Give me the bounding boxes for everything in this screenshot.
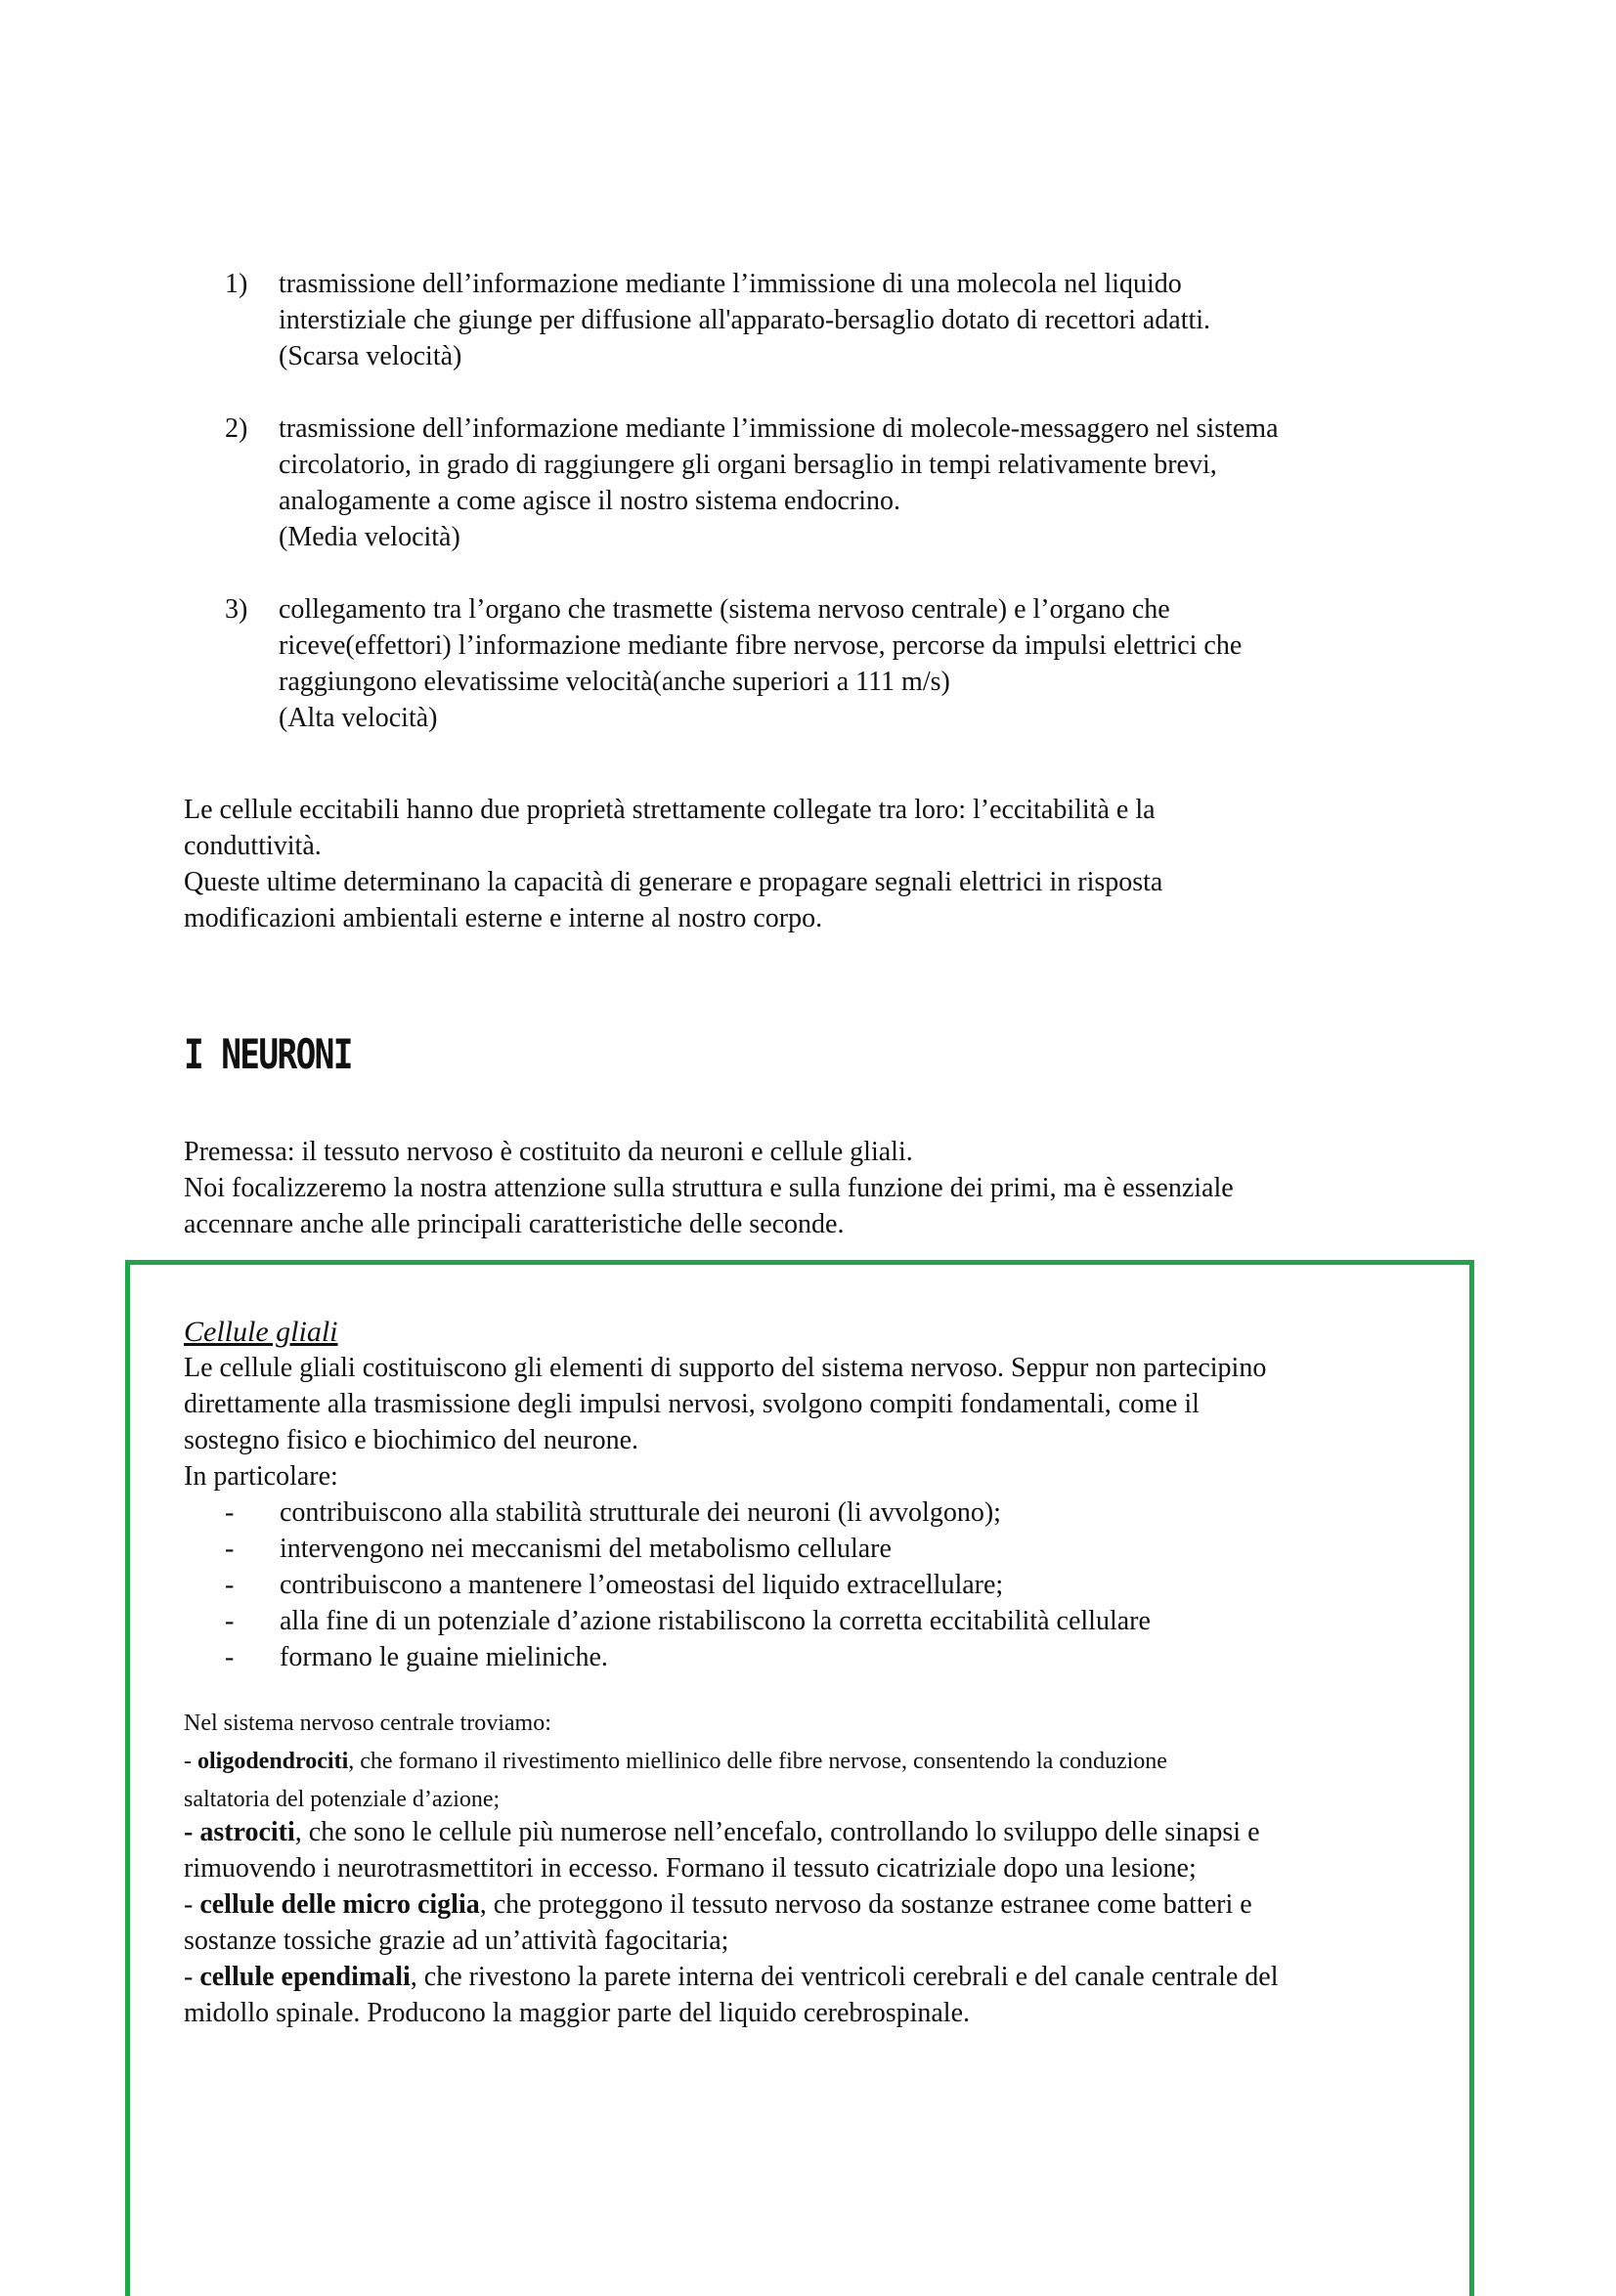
entry-text: , che rivestono la parete interna dei ventricoli cerebrali e del canale centrale del [410,1962,1279,1992]
entry-term: cellule ependimali [199,1962,411,1992]
bullet-item [225,1567,1151,1603]
bullet-text: formano le guaine mieliniche. [280,1642,608,1672]
list-line: analogamente a come agisce il nostro sistema endocrino. [279,486,901,516]
entry-line [184,1923,1474,1959]
paragraph-line: Le cellule eccitabili hanno due proprietà strettamente collegate tra loro: l’eccitabilità e la [184,795,1156,825]
list-line: (Scarsa velocità) [279,341,462,371]
list-line: collegamento tra l’organo che trasmette (sistema nervoso centrale) e l’organo che [279,594,1170,625]
bullet-marker: - [225,1606,235,1636]
list-item [225,591,1447,736]
paragraph-line: Nel sistema nervoso centrale troviamo: [184,1711,551,1736]
entry-line [184,1995,1474,2031]
section-heading: I NEURONI [184,1030,352,1078]
microglia-entry [184,1886,1474,1959]
list-line: (Alta velocità) [279,703,438,733]
bullet-text: alla fine di un potenziale d’azione ristabiliscono la corretta eccitabilità cellulare [280,1606,1151,1636]
paragraph-line: Noi focalizzeremo la nostra attenzione sulla struttura e sulla funzione dei primi, ma è essenziale [184,1173,1234,1203]
list-number: 1) [225,269,248,299]
paragraph-line: direttamente alla trasmissione degli impulsi nervosi, svolgono compiti fondamentali, come il [184,1389,1200,1419]
entry-line [184,1850,1474,1886]
list-number: 2) [225,413,248,444]
entry-line [184,1742,1474,1780]
bullet-text: intervengono nei meccanismi del metabolismo cellulare [280,1534,892,1564]
paragraph-line: Premessa: il tessuto nervoso è costituito da neuroni e cellule gliali. [184,1137,913,1167]
entry-line [184,1886,1474,1923]
bullet-marker: - [225,1497,235,1528]
entry-text: sostanze tossiche grazie ad un’attività fagocitaria; [184,1926,729,1956]
list-item [225,266,1447,374]
list-line: (Media velocità) [279,522,460,552]
paragraph-line: Le cellule gliali costituiscono gli elementi di supporto del sistema nervoso. Seppur non partecipino [184,1353,1267,1383]
entry-line [184,1959,1474,1995]
astrocytes-entry [184,1814,1474,1886]
paragraph-line: Queste ultime determinano la capacità di generare e propagare segnali elettrici in risposta [184,867,1163,897]
ependymal-entry [184,1959,1474,2031]
glial-intro [184,1350,1474,1495]
entry-text: , che proteggono il tessuto nervoso da sostanze estranee come batteri e [479,1889,1252,1920]
bullet-text: contribuiscono a mantenere l’omeostasi del liquido extracellulare; [280,1570,1004,1600]
entry-text: midollo spinale. Producono la maggior parte del liquido cerebrospinale. [184,1998,971,2028]
bullet-marker: - [225,1534,235,1564]
entry-prefix: - [184,1749,197,1774]
entry-prefix: - [184,1962,200,1992]
list-line: trasmissione dell’informazione mediante l’immissione di una molecola nel liquido [279,269,1182,299]
bullet-item [225,1531,1151,1567]
paragraph-line: accennare anche alle principali caratteristiche delle seconde. [184,1209,845,1239]
bullet-text: contribuiscono alla stabilità strutturale dei neuroni (li avvolgono); [280,1497,1001,1528]
entry-prefix: - [184,1889,200,1920]
list-line: circolatorio, in grado di raggiungere gli organi bersaglio in tempi relativamente brevi, [279,450,1217,480]
entry-line [184,1814,1474,1850]
entry-term: - astrociti [184,1817,295,1847]
cns-intro [184,1706,1474,1742]
paragraph-line: In particolare: [184,1461,338,1492]
paragraph-line: sostegno fisico e biochimico del neurone. [184,1425,638,1455]
bullet-item [225,1495,1151,1531]
list-line: trasmissione dell’informazione mediante l’immissione di molecole-messaggero nel sistema [279,413,1279,444]
list-line: raggiungono elevatissime velocità(anche superiori a 111 m/s) [279,667,950,697]
bullet-marker: - [225,1642,235,1672]
premise-paragraph [184,1134,1484,1242]
bullet-item [225,1603,1151,1639]
entry-text: , che sono le cellule più numerose nell’encefalo, controllando lo sviluppo delle sinapsi e [294,1817,1260,1847]
entry-term: oligodendrociti [197,1749,349,1774]
bullet-item [225,1639,1151,1675]
list-line: riceve(effettori) l’informazione mediante fibre nervose, percorse da impulsi elettrici che [279,630,1243,661]
entry-line [184,1780,1474,1818]
paragraph-line: conduttività. [184,831,322,861]
list-line: interstiziale che giunge per diffusione all'apparato-bersaglio dotato di recettori adatti. [279,305,1211,335]
glial-bullet-list [225,1495,1151,1675]
oligodendrocytes-entry [184,1742,1474,1818]
list-number: 3) [225,594,248,625]
paragraph-line: modificazioni ambientali esterne e interne al nostro corpo. [184,903,823,933]
bullet-marker: - [225,1570,235,1600]
transmission-list [225,266,1447,772]
entry-text: , che formano il rivestimento miellinico delle fibre nervose, consentendo la conduzione [348,1749,1167,1774]
entry-text: saltatoria del potenziale d’azione; [184,1787,501,1812]
entry-text: rimuovendo i neurotrasmettitori in eccesso. Formano il tessuto cicatriziale dopo una lesione; [184,1853,1197,1884]
entry-term: cellule delle micro ciglia [199,1889,480,1920]
glial-box-title: Cellule gliali [184,1316,338,1348]
excitable-paragraph [184,792,1484,936]
list-item [225,411,1447,555]
